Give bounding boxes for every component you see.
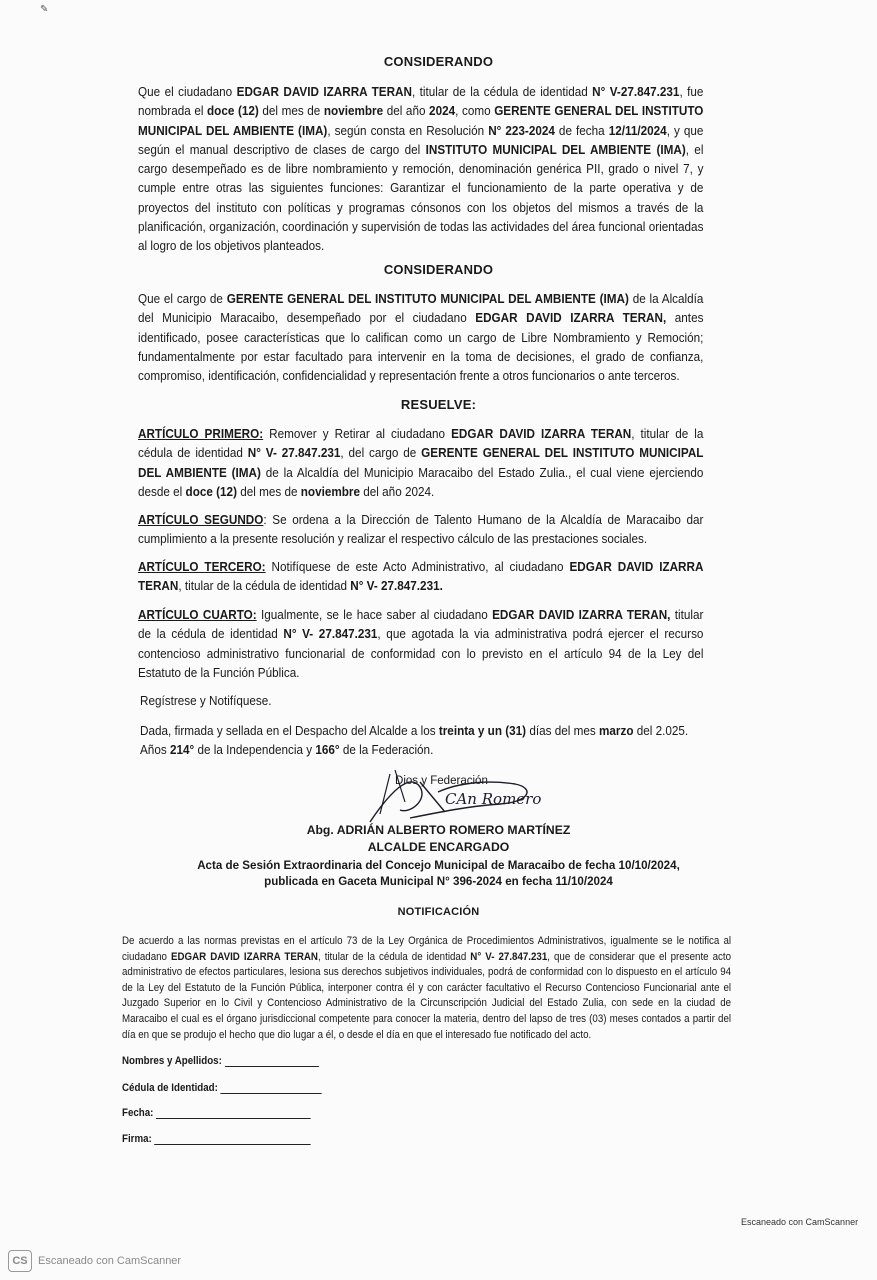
registrese-line: Regístrese y Notifíquese. [140,694,272,708]
considerando-paragraph-2: Que el cargo de GERENTE GENERAL DEL INSTITUTO MUNICIPAL DEL AMBIENTE (IMA) de la Alcaldía del Municipio Maracaibo, desempeñado por el ciudadano EDGAR DAVID IZARRA TERAN, antes identificado, posee características que lo califican como un cargo de Libre Nombramiento y Remoción; fundamentalmente por estar facultado para intervenir en la toma de decisiones, el grado de confianza, compromiso, identificación, confidencialidad y representación frente a otros funcionarios o ante terceros. [138,292,704,384]
camscanner-footer [8,1250,181,1272]
considerando-heading-2: CONSIDERANDO [383,262,494,277]
articulo-primero: ARTÍCULO PRIMERO: Remover y Retirar al ciudadano EDGAR DAVID IZARRA TERAN, titular de la cédula de identidad N° V- 27.847.231, del cargo de GERENTE GENERAL DEL INSTITUTO MUNICIPAL DEL AMBIENTE (IMA) de la Alcaldía del Municipio Maracaibo del Estado Zulia., el cual viene ejerciendo desde el doce (12) del mes de noviembre del año 2024. [138,427,704,499]
considerando-paragraph-1: Que el ciudadano EDGAR DAVID IZARRA TERAN, titular de la cédula de identidad N° V-27.847.231, fue nombrada el doce (12) del mes de noviembre del año 2024, como GERENTE GENERAL DEL INSTITUTO MUNICIPAL DEL AMBIENTE (IMA), según consta en Resolución N° 223-2024 de fecha 12/11/2024, y que según el manual descriptivo de clases de cargo del INSTITUTO MUNICIPAL DEL AMBIENTE (IMA), el cargo desempeñado es de libre nombramiento y remoción, denominación genérica PII, grado o nivel 7, y cumple entre otras las siguientes funciones: Garantizar el funcionamiento de la parte operativa y de proyectos del instituto con políticas y programas cónsonos con los objetos del mismos a través de la planificación, organización, coordinación y supervisión de todas las actividades del área funcional orientadas al logro de los objetivos planteados. [138,85,704,254]
notificacion-heading: NOTIFICACIÓN [397,906,480,918]
field-firma: Firma: [122,1132,311,1145]
articulo-cuarto: ARTÍCULO CUARTO: Igualmente, se le hace saber al ciudadano EDGAR DAVID IZARRA TERAN, titular de la cédula de identidad N° V- 27.847.231, que agotada la via administrativa podrá ejercer el recurso contencioso administrativo funcionarial de conformidad con lo previsto en el artículo 94 de la Ley del Estatuto de la Función Pública. [138,608,704,680]
signer-name: Abg. ADRIÁN ALBERTO ROMERO MARTÍNEZ [306,823,571,837]
field-fecha-line[interactable] [156,1106,311,1119]
acta-line-1: Acta de Sesión Extraordinaria del Concejo Municipal de Maracaibo de fecha 10/10/2024, [197,859,680,872]
field-firma-line[interactable] [155,1132,311,1145]
articulo-tercero: ARTÍCULO TERCERO: Notifíquese de este Acto Administrativo, al ciudadano EDGAR DAVID IZARRA TERAN, titular de la cédula de identidad N° V- 27.847.231. [138,560,704,594]
dada-line: Dada, firmada y sellada en el Despacho del Alcalde a los treinta y un (31) días del mes marzo del 2.025. [140,724,689,738]
camscanner-footer-label: Escaneado con CamScanner [38,1255,182,1267]
field-nombres: Nombres y Apellidos: [122,1054,318,1067]
field-nombres-line[interactable] [225,1054,319,1067]
handwritten-signature [350,752,550,832]
acta-line-2: publicada en Gaceta Municipal N° 396-2024 en fecha 11/10/2024 [264,875,613,888]
signer-title: ALCALDE ENCARGADO [367,840,510,854]
dios-federacion: Dios y Federación [395,773,488,787]
resuelve-heading: RESUELVE: [400,397,477,412]
field-cedula: Cédula de Identidad: [122,1081,322,1094]
field-cedula-line[interactable] [221,1081,322,1094]
anos-line: Años 214° de la Independencia y 166° de la Federación. [140,743,434,757]
camscanner-logo-icon: CS [8,1250,32,1272]
articulo-segundo: ARTÍCULO SEGUNDO: Se ordena a la Dirección de Talento Humano de la Alcaldía de Maracaibo dar cumplimiento a la presente resolución y realizar el respectivo cálculo de las prestaciones sociales. [138,513,704,547]
field-fecha: Fecha: [122,1106,311,1119]
scan-speck-icon: ✎ [40,4,49,15]
signature-script: CAn Romero [445,790,542,808]
considerando-heading-1: CONSIDERANDO [383,54,494,69]
camscanner-label-right: Escaneado con CamScanner [741,1217,859,1227]
notificacion-paragraph: De acuerdo a las normas previstas en el artículo 73 de la Ley Orgánica de Procedimientos Administrativos, igualmente se le notifica al ciudadano EDGAR DAVID IZARRA TERAN, titular de la cédula de identidad N° V- 27.847.231, que de considerar que el presente acto administrativo de efectos particulares, lesiona sus derechos subjetivos individuales, podrá de conformidad con lo dispuesto en el artículo 94 de la Ley del Estatuto de la Función Pública, interponer contra él y con carácter facultativo el Recurso Contencioso Funcionarial ante el Juzgado Superior en lo Civil y Contencioso Administrativo de la Circunscripción Judicial del Estado Zulia, con sede en la ciudad de Maracaibo el cual es el órgano jurisdiccional competente para conocer la materia, dentro del lapso de tres (03) meses contados a partir del día en que se produjo el hecho que dio lugar a él, o desde el día en que el interesado fue notificado del acto. [122,935,732,1041]
